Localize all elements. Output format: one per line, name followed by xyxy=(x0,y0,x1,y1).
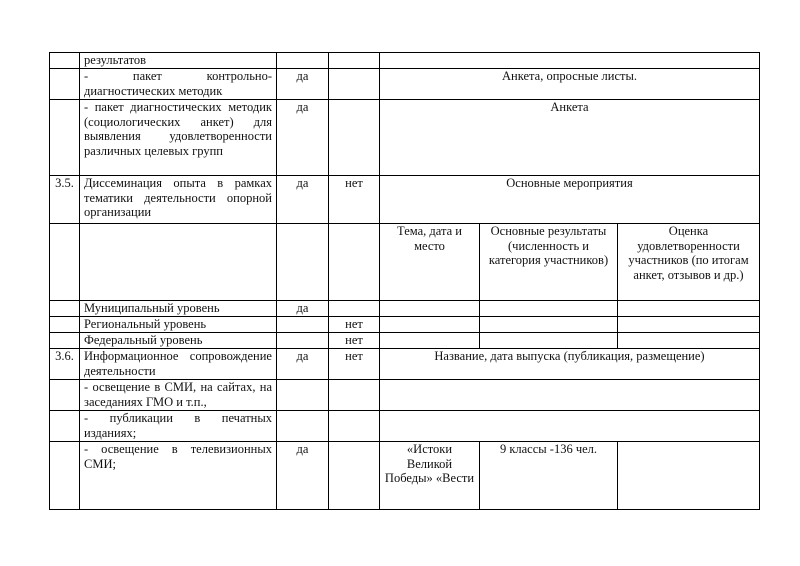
cell-result: Основные мероприятия xyxy=(380,176,760,224)
cell-num xyxy=(50,411,80,442)
cell-yes: да xyxy=(277,100,329,176)
cell-num: 3.5. xyxy=(50,176,80,224)
cell-no xyxy=(329,100,380,176)
cell-result: Анкета xyxy=(380,100,760,176)
cell-topic xyxy=(380,317,480,333)
cell-result xyxy=(380,411,760,442)
cell-no xyxy=(329,301,380,317)
cell-yes xyxy=(277,53,329,69)
cell-activity xyxy=(80,224,277,301)
cell-no: нет xyxy=(329,176,380,224)
table-row xyxy=(50,380,760,411)
cell-yes xyxy=(277,333,329,349)
table-row xyxy=(50,69,760,100)
cell-yes: да xyxy=(277,69,329,100)
cell-yes: да xyxy=(277,349,329,380)
cell-activity: Федеральный уровень xyxy=(80,333,277,349)
cell-result: Название, дата выпуска (публикация, размещение) xyxy=(380,349,760,380)
cell-num xyxy=(50,380,80,411)
activity-line: - пакет контрольно- xyxy=(84,69,272,83)
table-row xyxy=(50,100,760,176)
table-row xyxy=(50,53,760,69)
cell-num xyxy=(50,442,80,510)
cell-result xyxy=(380,380,760,411)
cell-no xyxy=(329,442,380,510)
table-row xyxy=(50,349,760,380)
subheader-topic: Тема, дата и место xyxy=(380,224,480,301)
cell-no xyxy=(329,53,380,69)
cell-num xyxy=(50,100,80,176)
cell-yes xyxy=(277,224,329,301)
cell-satisfaction xyxy=(618,301,760,317)
cell-yes xyxy=(277,411,329,442)
cell-activity: результатов xyxy=(80,53,277,69)
table-row xyxy=(50,333,760,349)
cell-topic: «Истоки Великой Победы» «Вести xyxy=(380,442,480,510)
cell-satisfaction xyxy=(618,317,760,333)
cell-topic xyxy=(380,301,480,317)
activity-line: диагностических методик xyxy=(84,83,223,98)
table-row xyxy=(50,411,760,442)
cell-yes: да xyxy=(277,176,329,224)
cell-satisfaction xyxy=(618,333,760,349)
cell-no xyxy=(329,69,380,100)
cell-topic xyxy=(380,333,480,349)
table-row xyxy=(50,301,760,317)
cell-yes: да xyxy=(277,301,329,317)
table-row xyxy=(50,224,760,301)
cell-activity: - освещение в телевизионных СМИ; xyxy=(80,442,277,510)
cell-no xyxy=(329,411,380,442)
cell-results xyxy=(480,333,618,349)
cell-no xyxy=(329,380,380,411)
cell-no: нет xyxy=(329,349,380,380)
cell-activity: Региональный уровень xyxy=(80,317,277,333)
cell-activity xyxy=(80,69,277,100)
cell-activity: Диссеминация опыта в рамках тематики деятельности опорной организации xyxy=(80,176,277,224)
table-row xyxy=(50,442,760,510)
subheader-results: Основные результаты (численность и категория участников) xyxy=(480,224,618,301)
cell-activity: - публикации в печатных изданиях; xyxy=(80,411,277,442)
cell-results xyxy=(480,317,618,333)
cell-yes xyxy=(277,380,329,411)
cell-num: 3.6. xyxy=(50,349,80,380)
cell-result xyxy=(380,53,760,69)
cell-num xyxy=(50,301,80,317)
table-row xyxy=(50,317,760,333)
cell-activity: - пакет диагностических методик (социологических анкет) для выявления удовлетворенности различных целевых групп xyxy=(80,100,277,176)
subheader-satisfaction: Оценка удовлетворенности участников (по итогам анкет, отзывов и др.) xyxy=(618,224,760,301)
cell-no: нет xyxy=(329,333,380,349)
cell-results: 9 классы -136 чел. xyxy=(480,442,618,510)
cell-no xyxy=(329,224,380,301)
cell-results xyxy=(480,301,618,317)
cell-num xyxy=(50,333,80,349)
cell-num xyxy=(50,53,80,69)
table-row xyxy=(50,176,760,224)
cell-num xyxy=(50,317,80,333)
report-table xyxy=(49,52,760,510)
cell-no: нет xyxy=(329,317,380,333)
cell-num xyxy=(50,69,80,100)
cell-num xyxy=(50,224,80,301)
cell-activity: Муниципальный уровень xyxy=(80,301,277,317)
cell-yes xyxy=(277,317,329,333)
cell-satisfaction xyxy=(618,442,760,510)
cell-activity: - освещение в СМИ, на сайтах, на заседаниях ГМО и т.п., xyxy=(80,380,277,411)
cell-yes: да xyxy=(277,442,329,510)
cell-activity: Информационное сопровождение деятельности xyxy=(80,349,277,380)
cell-result: Анкета, опросные листы. xyxy=(380,69,760,100)
